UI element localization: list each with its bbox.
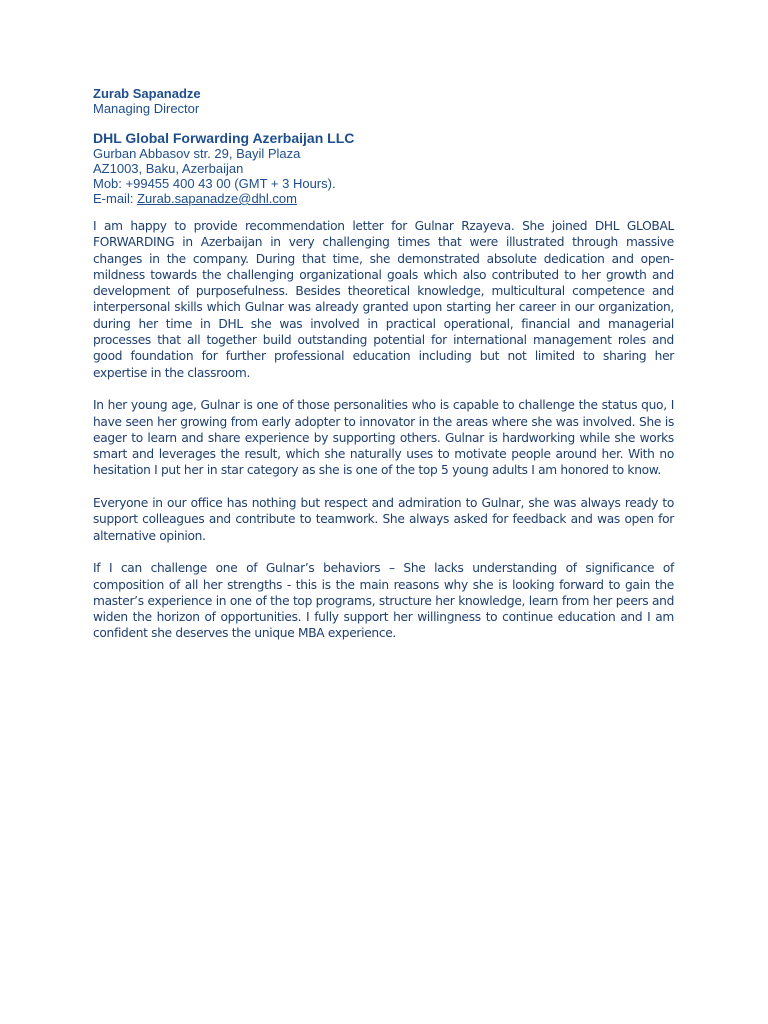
company-address-line1: Gurban Abbasov str. 29, Bayil Plaza xyxy=(93,146,301,161)
letter-paragraph-4: If I can challenge one of Gulnar’s behaviors – She lacks understanding of significance of composition of all her strengths - this is the main reasons why she is looking forward to gain the master’s experience in one of the top programs, structure her knowledge, learn from her peers and widen the horizon of opportunities. I fully support her willingness to continue education and I am confident she deserves the unique MBA experience. xyxy=(93,561,674,641)
email-label: E-mail: xyxy=(93,191,138,206)
sender-name: Zurab Sapanadze xyxy=(93,86,201,101)
email-link[interactable]: Zurab.sapanadze@dhl.com xyxy=(137,191,297,206)
letter-body xyxy=(93,218,674,658)
letter-paragraph-1: I am happy to provide recommendation letter for Gulnar Rzayeva. She joined DHL GLOBAL FORWARDING in Azerbaijan in very challenging times that were illustrated through massive changes in the company. During that time, she demonstrated absolute dedication and open-mildness towards the challenging organizational goals which also contributed to her growth and development of purposefulness. Besides theoretical knowledge, multicultural competence and interpersonal skills which Gulnar was already granted upon starting her career in our organization, during her time in DHL she was involved in practical operational, financial and managerial processes that all together build outstanding potential for international management roles and good foundation for further professional education including but not limited to sharing her expertise in the classroom. xyxy=(93,219,674,380)
letter-paragraph-2: In her young age, Gulnar is one of those personalities who is capable to challenge the status quo, I have seen her growing from early adopter to innovator in the areas where she was involved. She is eager to learn and share experience by supporting others. Gulnar is hardworking while she works smart and leverages the result, which she naturally uses to motivate people around her. With no hesitation I put her in star category as she is one of the top 5 young adults I am honored to know. xyxy=(93,398,674,478)
sender-title: Managing Director xyxy=(93,101,200,116)
letterhead xyxy=(93,86,693,206)
company-mobile: Mob: +99455 400 43 00 (GMT + 3 Hours). xyxy=(93,176,336,191)
company-name: DHL Global Forwarding Azerbaijan LLC xyxy=(93,130,355,146)
email-line xyxy=(93,191,693,206)
company-address-line2: AZ1003, Baku, Azerbaijan xyxy=(93,161,244,176)
letter-paragraph-3: Everyone in our office has nothing but respect and admiration to Gulnar, she was always ready to support colleagues and contribute to teamwork. She always asked for feedback and was open for alternative opinion. xyxy=(93,496,674,543)
